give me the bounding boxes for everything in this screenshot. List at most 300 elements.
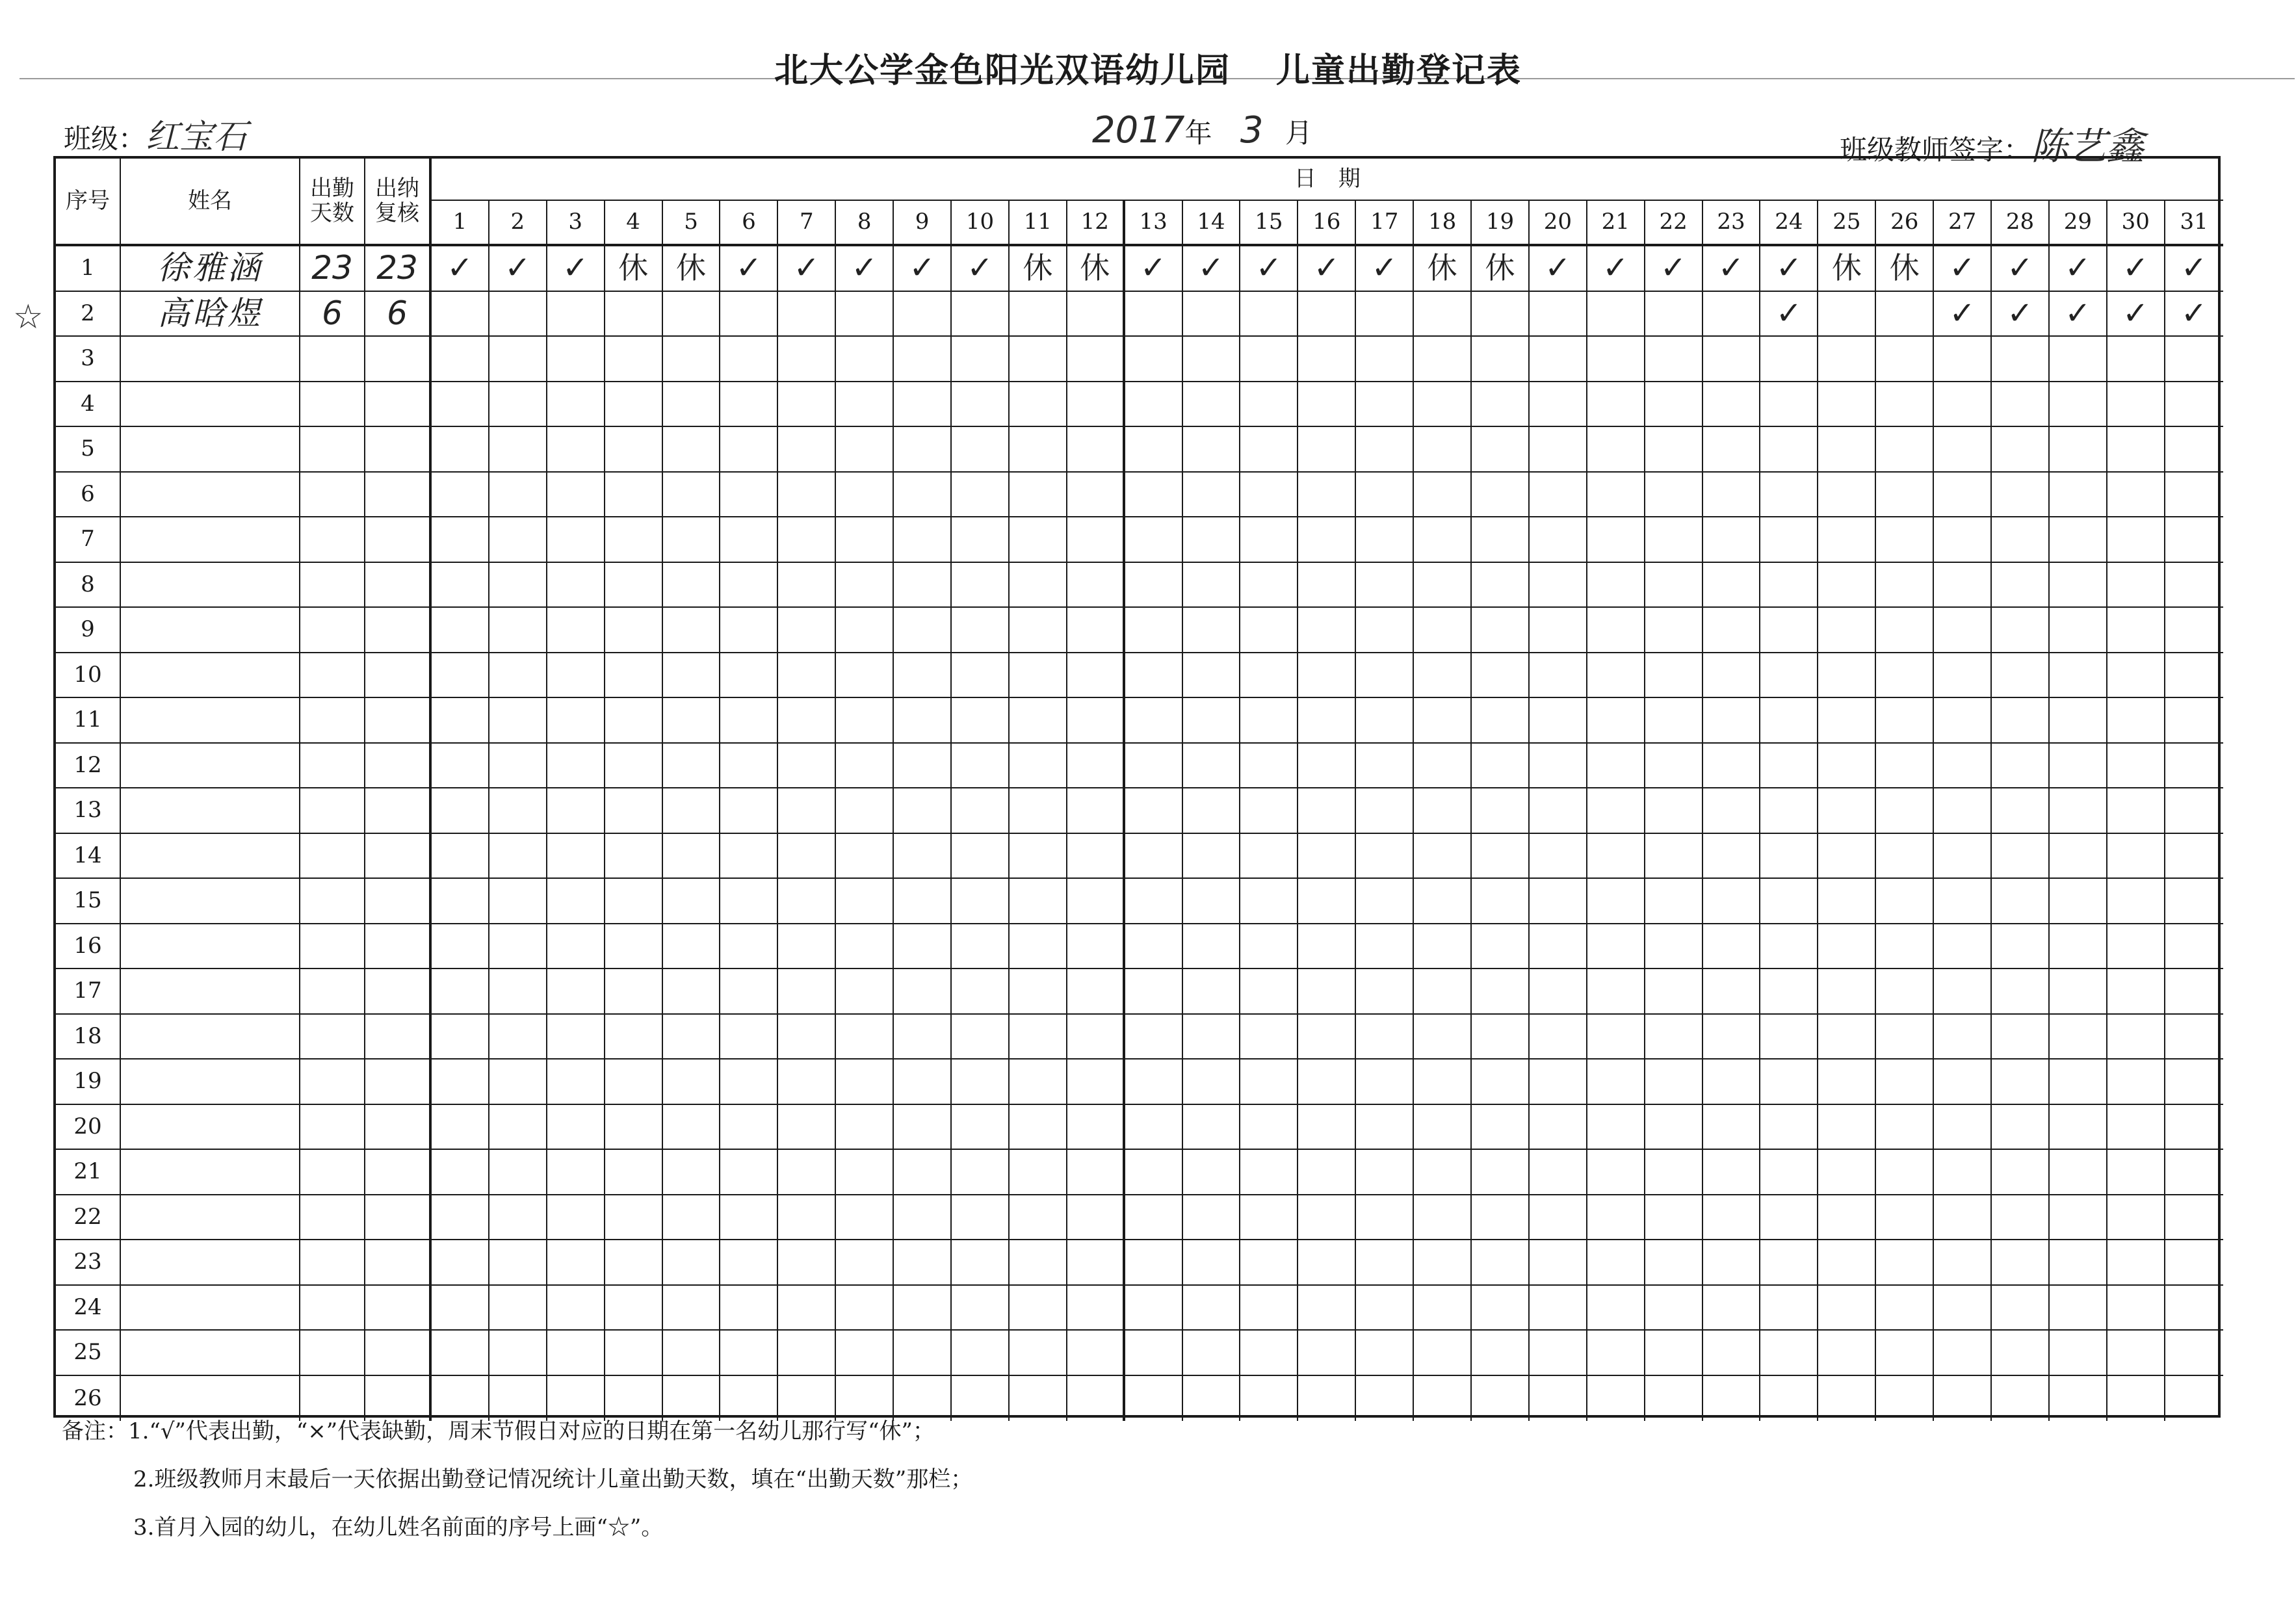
date-field [1092, 109, 1312, 151]
attendance-cell [778, 1015, 836, 1060]
attendance-cell [547, 1240, 605, 1286]
attendance-cell [1472, 924, 1530, 970]
attendance-cell [1530, 744, 1587, 789]
attendance-cell [1356, 1240, 1414, 1286]
attendance-cell [1760, 337, 1818, 382]
attendance-cell [605, 608, 663, 653]
attendance-cell [1760, 924, 1818, 970]
attendance-cell [1876, 608, 1934, 653]
new-student-star: ☆ [13, 298, 44, 337]
attendance-cell [720, 924, 778, 970]
attendance-cell [547, 924, 605, 970]
attendance-cell [720, 879, 778, 924]
attendance-cell [1760, 744, 1818, 789]
attendance-cell [1414, 337, 1472, 382]
attendance-cell [1414, 1105, 1472, 1150]
attendance-cell [1587, 1376, 1645, 1422]
attendance-cell [1530, 427, 1587, 473]
attendance-cell [1472, 427, 1530, 473]
attendance-cell [2050, 1331, 2107, 1376]
attendance-cell [547, 698, 605, 744]
attendance-cell [605, 337, 663, 382]
row-check [365, 1240, 432, 1286]
attendance-cell [1010, 1331, 1067, 1376]
date-3: 3 [547, 201, 605, 246]
attendance-cell [2050, 788, 2107, 834]
attendance-cell [2165, 382, 2223, 428]
attendance-cell [2165, 1376, 2223, 1422]
notes [62, 1420, 972, 1565]
attendance-cell [2165, 1240, 2223, 1286]
row-check [365, 1015, 432, 1060]
page-title [0, 43, 2296, 92]
date-28: 28 [1992, 201, 2050, 246]
attendance-cell [1876, 879, 1934, 924]
attendance-cell [489, 834, 547, 879]
attendance-cell [432, 924, 489, 970]
attendance-cell [547, 879, 605, 924]
attendance-cell [1703, 698, 1761, 744]
attendance-cell [1356, 1195, 1414, 1241]
attendance-cell [1240, 698, 1298, 744]
attendance-cell [952, 879, 1010, 924]
attendance-cell [1703, 653, 1761, 699]
row-days [300, 1060, 365, 1105]
row-days [300, 924, 365, 970]
attendance-cell [778, 834, 836, 879]
row-days [300, 382, 365, 428]
attendance-cell [1760, 427, 1818, 473]
attendance-cell [489, 292, 547, 337]
attendance-cell [1472, 1015, 1530, 1060]
attendance-cell [1356, 473, 1414, 518]
attendance-cell [1818, 1105, 1876, 1150]
row-check [365, 608, 432, 653]
attendance-cell [1067, 1195, 1125, 1241]
attendance-cell [1703, 517, 1761, 563]
attendance-cell [432, 1195, 489, 1241]
attendance-cell [663, 292, 721, 337]
attendance-cell [1645, 1150, 1703, 1195]
check-mark: ✓ [1703, 246, 1761, 292]
attendance-cell [1010, 879, 1067, 924]
check-mark: ✓ [1530, 246, 1587, 292]
attendance-cell [1876, 924, 1934, 970]
attendance-cell [1125, 473, 1183, 518]
attendance-cell [1645, 1060, 1703, 1105]
rest-mark: 休 [1010, 246, 1067, 292]
row-check [365, 653, 432, 699]
attendance-cell [2107, 473, 2165, 518]
attendance-table [53, 156, 2221, 1418]
date-21: 21 [1587, 201, 1645, 246]
row-check [365, 1376, 432, 1422]
attendance-cell [663, 1240, 721, 1286]
attendance-cell [2050, 1150, 2107, 1195]
attendance-cell [836, 473, 894, 518]
attendance-cell [663, 969, 721, 1015]
attendance-cell [1472, 834, 1530, 879]
attendance-cell [1530, 473, 1587, 518]
attendance-cell [1992, 1105, 2050, 1150]
attendance-cell [836, 1195, 894, 1241]
attendance-cell [432, 879, 489, 924]
row-seq: 2 [56, 292, 121, 337]
attendance-cell [1992, 879, 2050, 924]
attendance-cell [836, 969, 894, 1015]
check-mark: ✓ [1587, 246, 1645, 292]
attendance-cell [952, 744, 1010, 789]
attendance-cell [1414, 788, 1472, 834]
attendance-cell [778, 1240, 836, 1286]
attendance-cell [1472, 1195, 1530, 1241]
attendance-cell [2107, 1195, 2165, 1241]
attendance-cell [2050, 1286, 2107, 1331]
attendance-cell [1530, 969, 1587, 1015]
attendance-cell [2050, 834, 2107, 879]
attendance-cell [1298, 1240, 1356, 1286]
attendance-cell [2107, 382, 2165, 428]
attendance-cell [1298, 834, 1356, 879]
attendance-cell [1530, 382, 1587, 428]
attendance-cell [778, 1195, 836, 1241]
check-mark: ✓ [2165, 292, 2223, 337]
attendance-cell [2050, 608, 2107, 653]
attendance-cell [778, 924, 836, 970]
attendance-cell [605, 834, 663, 879]
attendance-cell [952, 698, 1010, 744]
attendance-cell [2050, 1015, 2107, 1060]
attendance-cell [1530, 563, 1587, 608]
attendance-cell [1240, 337, 1298, 382]
row-check [365, 834, 432, 879]
attendance-cell [1876, 653, 1934, 699]
row-check [365, 744, 432, 789]
teacher-signature: 陈艺鑫 [2031, 124, 2145, 168]
attendance-cell [1356, 292, 1414, 337]
attendance-cell [489, 698, 547, 744]
attendance-cell [605, 969, 663, 1015]
attendance-cell [1818, 563, 1876, 608]
attendance-cell [1934, 924, 1992, 970]
date-20: 20 [1530, 201, 1587, 246]
attendance-cell [605, 1331, 663, 1376]
rest-mark: 休 [1876, 246, 1934, 292]
attendance-cell [1530, 1015, 1587, 1060]
row-days [300, 1376, 365, 1422]
row-seq: 15 [56, 879, 121, 924]
attendance-cell [1183, 969, 1241, 1015]
attendance-cell [1472, 969, 1530, 1015]
attendance-cell [2107, 788, 2165, 834]
attendance-cell [1876, 1105, 1934, 1150]
attendance-cell [2107, 337, 2165, 382]
attendance-cell [1010, 1150, 1067, 1195]
attendance-cell [836, 382, 894, 428]
attendance-cell [1934, 1150, 1992, 1195]
attendance-cell [1760, 788, 1818, 834]
attendance-cell [1818, 744, 1876, 789]
attendance-cell [1645, 834, 1703, 879]
attendance-cell [894, 517, 952, 563]
attendance-cell [1876, 473, 1934, 518]
attendance-cell [2050, 653, 2107, 699]
row-check [365, 337, 432, 382]
row-check [365, 473, 432, 518]
attendance-cell [1414, 1060, 1472, 1105]
attendance-cell [720, 292, 778, 337]
attendance-cell [489, 473, 547, 518]
attendance-cell [952, 1331, 1010, 1376]
row-name [121, 744, 300, 789]
attendance-cell [1587, 744, 1645, 789]
attendance-cell [894, 653, 952, 699]
attendance-cell [778, 1105, 836, 1150]
attendance-cell [1876, 698, 1934, 744]
attendance-cell [2050, 744, 2107, 789]
attendance-cell [1530, 1376, 1587, 1422]
date-5: 5 [663, 201, 721, 246]
header-days-bottom: 天数 [310, 200, 354, 226]
check-mark: ✓ [1240, 246, 1298, 292]
attendance-cell [489, 1331, 547, 1376]
attendance-cell [2165, 517, 2223, 563]
attendance-cell [1587, 382, 1645, 428]
attendance-cell [1587, 1286, 1645, 1331]
attendance-cell [1356, 1015, 1414, 1060]
attendance-cell [1472, 292, 1530, 337]
attendance-cell [952, 924, 1010, 970]
attendance-cell [1992, 924, 2050, 970]
attendance-cell [836, 427, 894, 473]
attendance-cell [1240, 969, 1298, 1015]
attendance-cell [1934, 1195, 1992, 1241]
attendance-cell [1587, 1331, 1645, 1376]
attendance-cell [1587, 698, 1645, 744]
attendance-cell [1240, 1240, 1298, 1286]
header-date: 日 期 [432, 159, 2223, 201]
attendance-cell [836, 1105, 894, 1150]
row-name [121, 473, 300, 518]
attendance-cell [720, 1150, 778, 1195]
attendance-cell [1240, 924, 1298, 970]
attendance-cell [432, 382, 489, 428]
attendance-cell [1992, 382, 2050, 428]
attendance-cell [836, 698, 894, 744]
attendance-cell [1876, 834, 1934, 879]
note-2-text: 2.班级教师月末最后一天依据出勤登记情况统计儿童出勤天数，填在“出勤天数”那栏； [133, 1466, 973, 1492]
attendance-cell [1356, 879, 1414, 924]
attendance-cell [1183, 427, 1241, 473]
attendance-cell [2107, 653, 2165, 699]
attendance-cell [1472, 473, 1530, 518]
attendance-cell [1587, 834, 1645, 879]
attendance-cell [1298, 879, 1356, 924]
attendance-cell [720, 427, 778, 473]
attendance-cell [1818, 1195, 1876, 1241]
attendance-cell [894, 744, 952, 789]
attendance-cell [1876, 1060, 1934, 1105]
attendance-cell [894, 382, 952, 428]
attendance-cell [1183, 337, 1241, 382]
attendance-cell [1183, 517, 1241, 563]
date-15: 15 [1240, 201, 1298, 246]
attendance-cell [1703, 1286, 1761, 1331]
row-seq: 26 [56, 1376, 121, 1422]
row-name [121, 608, 300, 653]
attendance-cell [2165, 1286, 2223, 1331]
attendance-cell [1818, 834, 1876, 879]
rest-mark: 休 [1414, 246, 1472, 292]
attendance-cell [836, 608, 894, 653]
attendance-cell [663, 1105, 721, 1150]
attendance-cell [1818, 292, 1876, 337]
attendance-cell [1992, 653, 2050, 699]
attendance-cell [2050, 473, 2107, 518]
row-days [300, 1015, 365, 1060]
attendance-cell [894, 427, 952, 473]
attendance-cell [1356, 924, 1414, 970]
attendance-cell [778, 1060, 836, 1105]
check-mark: ✓ [1356, 246, 1414, 292]
attendance-cell [1645, 1376, 1703, 1422]
date-13: 13 [1125, 201, 1183, 246]
attendance-cell [1067, 427, 1125, 473]
check-mark: ✓ [432, 246, 489, 292]
row-days [300, 563, 365, 608]
attendance-cell [1992, 337, 2050, 382]
attendance-cell [1587, 473, 1645, 518]
attendance-cell [1067, 698, 1125, 744]
attendance-cell [1125, 834, 1183, 879]
attendance-cell [1645, 1105, 1703, 1150]
attendance-cell [1125, 563, 1183, 608]
attendance-cell [547, 744, 605, 789]
attendance-cell [663, 1331, 721, 1376]
year-label: 年 [1184, 117, 1212, 149]
attendance-cell [952, 1015, 1010, 1060]
attendance-cell [1645, 382, 1703, 428]
attendance-cell [1067, 653, 1125, 699]
attendance-cell [720, 563, 778, 608]
attendance-cell [1414, 1015, 1472, 1060]
attendance-cell [432, 473, 489, 518]
attendance-cell [1183, 1015, 1241, 1060]
attendance-cell [1010, 1240, 1067, 1286]
attendance-cell [663, 1195, 721, 1241]
header-check-bottom: 复核 [375, 200, 419, 226]
attendance-cell [605, 1376, 663, 1422]
attendance-cell [1587, 1195, 1645, 1241]
attendance-cell [1125, 1150, 1183, 1195]
attendance-cell [605, 1150, 663, 1195]
attendance-cell [605, 1015, 663, 1060]
attendance-cell [1530, 1150, 1587, 1195]
attendance-cell [1876, 292, 1934, 337]
attendance-cell [1645, 1240, 1703, 1286]
attendance-cell [1183, 382, 1241, 428]
row-name [121, 1195, 300, 1241]
attendance-cell [605, 563, 663, 608]
attendance-cell [2107, 1105, 2165, 1150]
attendance-cell [1010, 653, 1067, 699]
date-6: 6 [720, 201, 778, 246]
attendance-cell [952, 1376, 1010, 1422]
attendance-cell [663, 337, 721, 382]
attendance-cell [1414, 292, 1472, 337]
attendance-cell [2165, 1195, 2223, 1241]
attendance-cell [605, 653, 663, 699]
attendance-cell [894, 1060, 952, 1105]
attendance-cell [894, 1015, 952, 1060]
attendance-cell [547, 1060, 605, 1105]
row-name [121, 382, 300, 428]
attendance-cell [1067, 924, 1125, 970]
attendance-cell [1010, 698, 1067, 744]
attendance-cell [1992, 969, 2050, 1015]
attendance-cell [2050, 698, 2107, 744]
attendance-cell [1067, 517, 1125, 563]
attendance-cell [2165, 698, 2223, 744]
attendance-cell [1298, 337, 1356, 382]
check-mark: ✓ [2050, 246, 2107, 292]
attendance-cell [663, 788, 721, 834]
attendance-cell [1183, 924, 1241, 970]
date-8: 8 [836, 201, 894, 246]
attendance-cell [1125, 698, 1183, 744]
attendance-cell [1298, 427, 1356, 473]
attendance-cell [1934, 879, 1992, 924]
attendance-cell [1703, 744, 1761, 789]
attendance-cell [952, 563, 1010, 608]
attendance-cell [605, 1286, 663, 1331]
attendance-cell [1067, 382, 1125, 428]
attendance-cell [1645, 1195, 1703, 1241]
attendance-cell [2050, 517, 2107, 563]
attendance-cell [1760, 653, 1818, 699]
title-kindergarten: 北大公学金色阳光双语幼儿园 [774, 51, 1231, 90]
attendance-cell [1010, 292, 1067, 337]
attendance-cell [489, 1015, 547, 1060]
attendance-cell [1703, 1060, 1761, 1105]
attendance-cell [2107, 1376, 2165, 1422]
attendance-cell [1587, 969, 1645, 1015]
attendance-cell [547, 969, 605, 1015]
row-check [365, 1195, 432, 1241]
attendance-cell [1472, 879, 1530, 924]
attendance-cell [1472, 1105, 1530, 1150]
attendance-cell [1760, 1376, 1818, 1422]
attendance-cell [2050, 337, 2107, 382]
attendance-cell [1818, 517, 1876, 563]
attendance-cell [1010, 969, 1067, 1015]
attendance-cell [2165, 473, 2223, 518]
attendance-cell [547, 1331, 605, 1376]
attendance-cell [1472, 788, 1530, 834]
attendance-cell [1876, 744, 1934, 789]
attendance-cell [778, 292, 836, 337]
attendance-cell [952, 1286, 1010, 1331]
attendance-cell [1414, 517, 1472, 563]
attendance-cell [720, 653, 778, 699]
attendance-cell [663, 1060, 721, 1105]
date-11: 11 [1010, 201, 1067, 246]
attendance-cell [2165, 563, 2223, 608]
attendance-cell [1530, 1105, 1587, 1150]
attendance-cell [1876, 382, 1934, 428]
attendance-cell [1530, 1286, 1587, 1331]
attendance-cell [1183, 563, 1241, 608]
